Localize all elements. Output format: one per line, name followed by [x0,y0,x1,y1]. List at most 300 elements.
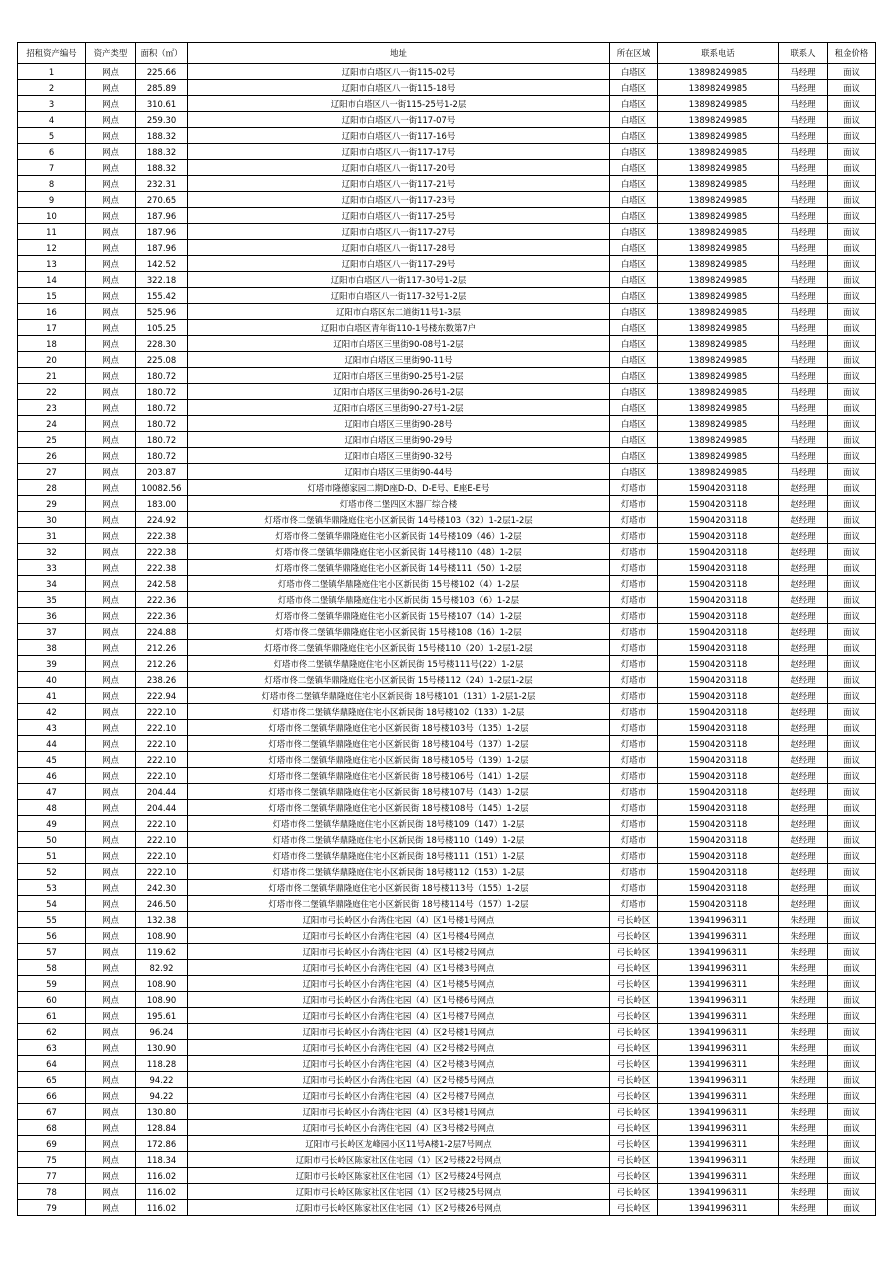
cell-asset-type: 网点 [86,864,136,880]
cell-address: 辽阳市白塔区三里街90-26号1-2层 [188,384,610,400]
cell-asset-type: 网点 [86,880,136,896]
cell-asset-id: 51 [18,848,86,864]
cell-contact: 赵经理 [779,576,828,592]
cell-phone: 15904203118 [658,896,779,912]
table-row [18,352,876,368]
cell-asset-id: 22 [18,384,86,400]
cell-phone: 15904203118 [658,816,779,832]
cell-asset-type: 网点 [86,320,136,336]
cell-asset-id: 16 [18,304,86,320]
cell-asset-type: 网点 [86,624,136,640]
cell-asset-id: 52 [18,864,86,880]
cell-rent-price: 面议 [828,160,876,176]
header-area: 面积（㎡） [136,43,188,64]
table-row [18,368,876,384]
cell-area: 183.00 [136,496,188,512]
cell-contact: 赵经理 [779,800,828,816]
cell-district: 灯塔市 [610,720,658,736]
table-row [18,624,876,640]
cell-address: 辽阳市白塔区八一街117-07号 [188,112,610,128]
table-row [18,752,876,768]
cell-rent-price: 面议 [828,560,876,576]
cell-asset-id: 58 [18,960,86,976]
cell-contact: 朱经理 [779,944,828,960]
cell-area: 222.94 [136,688,188,704]
cell-asset-id: 10 [18,208,86,224]
cell-address: 辽阳市弓长岭区小台湾住宅园（4）区2号楼3号网点 [188,1056,610,1072]
header-phone: 联系电话 [658,43,779,64]
cell-address: 辽阳市白塔区三里街90-08号1-2层 [188,336,610,352]
cell-phone: 13941996311 [658,1040,779,1056]
cell-area: 310.61 [136,96,188,112]
cell-asset-type: 网点 [86,1024,136,1040]
cell-contact: 朱经理 [779,928,828,944]
cell-asset-type: 网点 [86,192,136,208]
cell-rent-price: 面议 [828,992,876,1008]
cell-asset-type: 网点 [86,752,136,768]
cell-rent-price: 面议 [828,96,876,112]
cell-address: 辽阳市弓长岭区小台湾住宅园（4）区2号楼2号网点 [188,1040,610,1056]
cell-area: 130.80 [136,1104,188,1120]
table-row [18,512,876,528]
cell-district: 白塔区 [610,256,658,272]
cell-address: 灯塔市佟二堡镇华鼎隆庭住宅小区新民街 18号楼105号（139）1-2层 [188,752,610,768]
cell-contact: 赵经理 [779,896,828,912]
cell-rent-price: 面议 [828,624,876,640]
table-row [18,1040,876,1056]
header-rent-price: 租金价格 [828,43,876,64]
table-row [18,544,876,560]
cell-address: 辽阳市弓长岭区小台湾住宅园（4）区1号楼6号网点 [188,992,610,1008]
cell-asset-id: 55 [18,912,86,928]
cell-address: 辽阳市弓长岭区小台湾住宅园（4）区1号楼1号网点 [188,912,610,928]
cell-district: 白塔区 [610,128,658,144]
cell-asset-type: 网点 [86,336,136,352]
table-row [18,1136,876,1152]
cell-contact: 赵经理 [779,880,828,896]
table-row [18,944,876,960]
cell-area: 242.30 [136,880,188,896]
cell-address: 辽阳市白塔区青年街110-1号楼东数第7户 [188,320,610,336]
cell-contact: 马经理 [779,352,828,368]
cell-contact: 赵经理 [779,528,828,544]
table-header-row [18,43,876,64]
cell-contact: 马经理 [779,464,828,480]
table-row [18,224,876,240]
table-row [18,304,876,320]
cell-rent-price: 面议 [828,736,876,752]
cell-asset-type: 网点 [86,1072,136,1088]
table-row [18,96,876,112]
cell-asset-type: 网点 [86,1200,136,1216]
cell-address: 辽阳市白塔区八一街117-29号 [188,256,610,272]
cell-asset-id: 17 [18,320,86,336]
cell-asset-type: 网点 [86,224,136,240]
cell-asset-id: 2 [18,80,86,96]
cell-address: 辽阳市弓长岭区小台湾住宅园（4）区1号楼7号网点 [188,1008,610,1024]
cell-address: 辽阳市白塔区三里街90-27号1-2层 [188,400,610,416]
cell-rent-price: 面议 [828,976,876,992]
cell-phone: 13898249985 [658,144,779,160]
cell-rent-price: 面议 [828,928,876,944]
cell-asset-type: 网点 [86,960,136,976]
cell-contact: 马经理 [779,96,828,112]
cell-asset-type: 网点 [86,1056,136,1072]
cell-asset-id: 49 [18,816,86,832]
cell-district: 灯塔市 [610,752,658,768]
cell-phone: 15904203118 [658,544,779,560]
cell-area: 222.38 [136,544,188,560]
cell-district: 白塔区 [610,240,658,256]
cell-asset-id: 24 [18,416,86,432]
cell-district: 灯塔市 [610,816,658,832]
cell-district: 白塔区 [610,384,658,400]
cell-phone: 15904203118 [658,688,779,704]
cell-asset-type: 网点 [86,96,136,112]
cell-asset-id: 78 [18,1184,86,1200]
cell-asset-type: 网点 [86,304,136,320]
cell-district: 弓长岭区 [610,1168,658,1184]
cell-phone: 15904203118 [658,832,779,848]
cell-phone: 13941996311 [658,1024,779,1040]
cell-asset-type: 网点 [86,560,136,576]
cell-district: 灯塔市 [610,688,658,704]
cell-asset-id: 46 [18,768,86,784]
cell-district: 白塔区 [610,304,658,320]
table-row [18,112,876,128]
cell-asset-id: 39 [18,656,86,672]
cell-contact: 马经理 [779,144,828,160]
cell-phone: 13898249985 [658,272,779,288]
cell-rent-price: 面议 [828,528,876,544]
cell-district: 弓长岭区 [610,1104,658,1120]
cell-phone: 13898249985 [658,352,779,368]
cell-rent-price: 面议 [828,1024,876,1040]
cell-rent-price: 面议 [828,1072,876,1088]
cell-rent-price: 面议 [828,240,876,256]
cell-asset-type: 网点 [86,352,136,368]
cell-contact: 赵经理 [779,560,828,576]
cell-phone: 13898249985 [658,112,779,128]
cell-district: 灯塔市 [610,480,658,496]
cell-contact: 朱经理 [779,960,828,976]
table-row [18,672,876,688]
cell-rent-price: 面议 [828,1040,876,1056]
cell-contact: 朱经理 [779,1040,828,1056]
cell-area: 132.38 [136,912,188,928]
cell-asset-id: 26 [18,448,86,464]
cell-rent-price: 面议 [828,176,876,192]
cell-district: 弓长岭区 [610,976,658,992]
table-row [18,784,876,800]
cell-address: 辽阳市白塔区三里街90-32号 [188,448,610,464]
cell-contact: 朱经理 [779,1072,828,1088]
cell-address: 灯塔市佟二堡镇华鼎隆庭住宅小区新民街 15号楼107（14）1-2层 [188,608,610,624]
cell-rent-price: 面议 [828,656,876,672]
cell-area: 118.28 [136,1056,188,1072]
cell-area: 108.90 [136,992,188,1008]
table-row [18,656,876,672]
cell-rent-price: 面议 [828,944,876,960]
cell-asset-id: 68 [18,1120,86,1136]
cell-address: 灯塔市佟二堡镇华鼎隆庭住宅小区新民街 18号楼108号（145）1-2层 [188,800,610,816]
cell-asset-id: 63 [18,1040,86,1056]
cell-contact: 马经理 [779,192,828,208]
header-asset-type: 资产类型 [86,43,136,64]
cell-district: 弓长岭区 [610,1056,658,1072]
cell-asset-type: 网点 [86,1040,136,1056]
cell-address: 灯塔市佟二堡镇华鼎隆庭住宅小区新民街 14号楼109（46）1-2层 [188,528,610,544]
cell-phone: 15904203118 [658,480,779,496]
cell-asset-id: 3 [18,96,86,112]
cell-area: 525.96 [136,304,188,320]
cell-asset-type: 网点 [86,400,136,416]
cell-district: 弓长岭区 [610,1008,658,1024]
cell-district: 灯塔市 [610,896,658,912]
cell-asset-type: 网点 [86,528,136,544]
cell-address: 灯塔市佟二堡镇华鼎隆庭住宅小区新民街 15号楼112（24）1-2层1-2层 [188,672,610,688]
cell-contact: 赵经理 [779,720,828,736]
cell-contact: 赵经理 [779,656,828,672]
cell-rent-price: 面议 [828,512,876,528]
table-row [18,592,876,608]
cell-address: 辽阳市白塔区八一街115-18号 [188,80,610,96]
cell-area: 222.10 [136,848,188,864]
cell-district: 白塔区 [610,160,658,176]
cell-contact: 朱经理 [779,1088,828,1104]
cell-phone: 13898249985 [658,416,779,432]
cell-asset-id: 28 [18,480,86,496]
table-row [18,1056,876,1072]
cell-area: 96.24 [136,1024,188,1040]
cell-asset-id: 69 [18,1136,86,1152]
cell-phone: 15904203118 [658,768,779,784]
cell-district: 弓长岭区 [610,1136,658,1152]
cell-phone: 13898249985 [658,208,779,224]
cell-phone: 15904203118 [658,624,779,640]
cell-area: 94.22 [136,1088,188,1104]
cell-contact: 朱经理 [779,976,828,992]
cell-area: 232.31 [136,176,188,192]
cell-rent-price: 面议 [828,1056,876,1072]
cell-address: 辽阳市弓长岭区陈家社区住宅园（1）区2号楼24号网点 [188,1168,610,1184]
cell-area: 212.26 [136,640,188,656]
cell-contact: 朱经理 [779,1104,828,1120]
cell-area: 82.92 [136,960,188,976]
cell-asset-type: 网点 [86,1088,136,1104]
cell-address: 灯塔市佟二堡镇华鼎隆庭住宅小区新民街 18号楼106号（141）1-2层 [188,768,610,784]
cell-address: 灯塔市佟二堡镇华鼎隆庭住宅小区新民街 18号楼104号（137）1-2层 [188,736,610,752]
cell-contact: 赵经理 [779,832,828,848]
cell-area: 225.08 [136,352,188,368]
cell-area: 108.90 [136,928,188,944]
cell-address: 辽阳市弓长岭区小台湾住宅园（4）区2号楼1号网点 [188,1024,610,1040]
cell-phone: 15904203118 [658,720,779,736]
table-row [18,208,876,224]
cell-contact: 马经理 [779,448,828,464]
cell-area: 212.26 [136,656,188,672]
cell-area: 130.90 [136,1040,188,1056]
cell-district: 白塔区 [610,272,658,288]
cell-area: 224.92 [136,512,188,528]
cell-phone: 15904203118 [658,864,779,880]
cell-phone: 13941996311 [658,976,779,992]
table-row [18,336,876,352]
cell-address: 灯塔市佟二堡镇华鼎隆庭住宅小区新民街 15号楼103（6）1-2层 [188,592,610,608]
cell-address: 辽阳市弓长岭区陈家社区住宅园（1）区2号楼22号网点 [188,1152,610,1168]
table-row [18,976,876,992]
cell-asset-type: 网点 [86,1184,136,1200]
cell-address: 辽阳市弓长岭区小台湾住宅园（4）区1号楼5号网点 [188,976,610,992]
cell-contact: 马经理 [779,112,828,128]
table-row [18,240,876,256]
cell-area: 222.10 [136,864,188,880]
cell-district: 白塔区 [610,400,658,416]
cell-phone: 13898249985 [658,432,779,448]
cell-contact: 赵经理 [779,816,828,832]
cell-contact: 朱经理 [779,1200,828,1216]
cell-contact: 马经理 [779,416,828,432]
cell-area: 203.87 [136,464,188,480]
cell-area: 222.10 [136,720,188,736]
cell-asset-type: 网点 [86,448,136,464]
cell-asset-id: 41 [18,688,86,704]
table-row [18,528,876,544]
cell-phone: 13941996311 [658,1056,779,1072]
table-row [18,144,876,160]
cell-district: 弓长岭区 [610,992,658,1008]
cell-phone: 15904203118 [658,592,779,608]
cell-phone: 15904203118 [658,880,779,896]
cell-district: 白塔区 [610,96,658,112]
cell-asset-type: 网点 [86,240,136,256]
cell-address: 辽阳市白塔区八一街117-32号1-2层 [188,288,610,304]
cell-asset-id: 11 [18,224,86,240]
cell-phone: 13941996311 [658,1152,779,1168]
table-row [18,1168,876,1184]
cell-rent-price: 面议 [828,80,876,96]
cell-address: 辽阳市白塔区三里街90-11号 [188,352,610,368]
table-row [18,384,876,400]
cell-contact: 赵经理 [779,592,828,608]
cell-district: 灯塔市 [610,832,658,848]
cell-rent-price: 面议 [828,832,876,848]
cell-asset-type: 网点 [86,496,136,512]
table-row [18,80,876,96]
cell-phone: 15904203118 [658,528,779,544]
cell-address: 辽阳市弓长岭区小台湾住宅园（4）区3号楼1号网点 [188,1104,610,1120]
cell-district: 灯塔市 [610,592,658,608]
cell-area: 322.18 [136,272,188,288]
cell-area: 204.44 [136,784,188,800]
cell-contact: 赵经理 [779,480,828,496]
cell-asset-type: 网点 [86,176,136,192]
cell-phone: 13898249985 [658,320,779,336]
cell-rent-price: 面议 [828,768,876,784]
cell-rent-price: 面议 [828,416,876,432]
cell-area: 222.38 [136,560,188,576]
cell-asset-id: 56 [18,928,86,944]
cell-district: 白塔区 [610,80,658,96]
cell-asset-type: 网点 [86,592,136,608]
table-row [18,288,876,304]
cell-asset-id: 12 [18,240,86,256]
cell-address: 辽阳市弓长岭区小台湾住宅园（4）区1号楼2号网点 [188,944,610,960]
cell-area: 222.10 [136,768,188,784]
cell-rent-price: 面议 [828,272,876,288]
cell-district: 弓长岭区 [610,1088,658,1104]
cell-area: 116.02 [136,1184,188,1200]
cell-area: 128.84 [136,1120,188,1136]
table-row [18,192,876,208]
table-row [18,128,876,144]
cell-address: 灯塔市佟二堡镇华鼎隆庭住宅小区新民街 18号楼101（131）1-2层1-2层 [188,688,610,704]
cell-asset-type: 网点 [86,128,136,144]
cell-phone: 15904203118 [658,576,779,592]
cell-contact: 马经理 [779,288,828,304]
cell-rent-price: 面议 [828,1120,876,1136]
cell-address: 灯塔市佟二堡镇华鼎隆庭住宅小区新民街 18号楼110（149）1-2层 [188,832,610,848]
cell-rent-price: 面议 [828,848,876,864]
cell-phone: 13941996311 [658,1072,779,1088]
cell-address: 辽阳市弓长岭区陈家社区住宅园（1）区2号楼25号网点 [188,1184,610,1200]
cell-phone: 15904203118 [658,656,779,672]
table-row [18,1024,876,1040]
cell-phone: 15904203118 [658,640,779,656]
cell-asset-id: 64 [18,1056,86,1072]
cell-asset-id: 8 [18,176,86,192]
cell-phone: 15904203118 [658,704,779,720]
cell-asset-type: 网点 [86,464,136,480]
cell-rent-price: 面议 [828,128,876,144]
cell-address: 辽阳市白塔区八一街117-20号 [188,160,610,176]
cell-asset-id: 30 [18,512,86,528]
cell-rent-price: 面议 [828,480,876,496]
cell-asset-id: 34 [18,576,86,592]
cell-asset-type: 网点 [86,80,136,96]
table-row [18,176,876,192]
cell-contact: 马经理 [779,64,828,80]
cell-asset-type: 网点 [86,256,136,272]
cell-asset-type: 网点 [86,432,136,448]
cell-phone: 13898249985 [658,464,779,480]
cell-asset-id: 48 [18,800,86,816]
cell-district: 白塔区 [610,112,658,128]
cell-rent-price: 面议 [828,368,876,384]
cell-area: 180.72 [136,432,188,448]
table-row [18,816,876,832]
cell-asset-id: 57 [18,944,86,960]
cell-asset-type: 网点 [86,944,136,960]
cell-phone: 15904203118 [658,512,779,528]
cell-asset-type: 网点 [86,576,136,592]
cell-asset-id: 18 [18,336,86,352]
cell-asset-id: 62 [18,1024,86,1040]
cell-phone: 13941996311 [658,1008,779,1024]
cell-contact: 朱经理 [779,1168,828,1184]
table-row [18,832,876,848]
cell-phone: 13898249985 [658,288,779,304]
cell-address: 辽阳市弓长岭区小台湾住宅园（4）区2号楼5号网点 [188,1072,610,1088]
cell-asset-id: 60 [18,992,86,1008]
table-row [18,1152,876,1168]
cell-area: 222.10 [136,832,188,848]
cell-phone: 13941996311 [658,1168,779,1184]
cell-asset-type: 网点 [86,928,136,944]
cell-asset-id: 77 [18,1168,86,1184]
cell-district: 弓长岭区 [610,1120,658,1136]
cell-district: 白塔区 [610,432,658,448]
